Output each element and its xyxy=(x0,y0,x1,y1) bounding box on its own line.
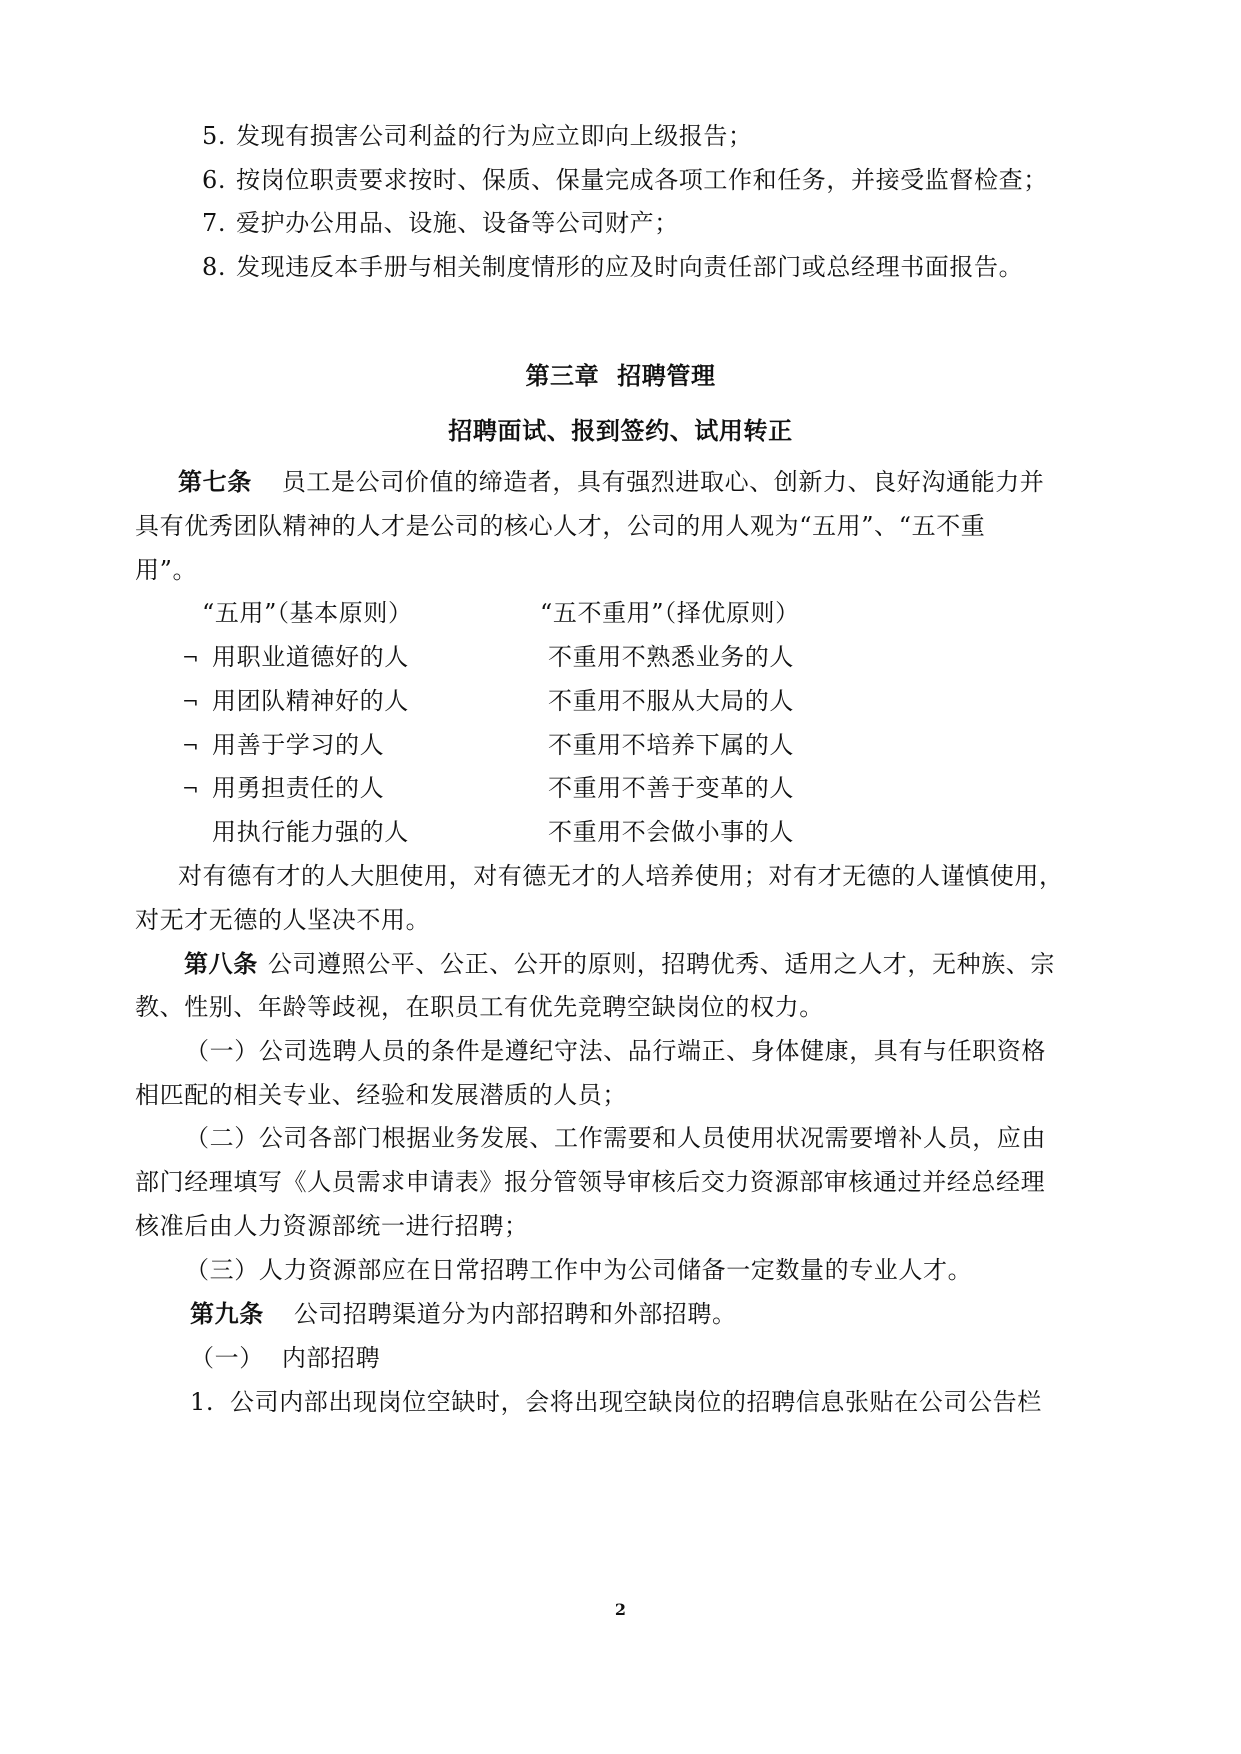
list-item-text: 发现违反本手册与相关制度情形的应及时向责任部门或总经理书面报告。 xyxy=(236,253,1024,281)
article-label: 第九条 xyxy=(190,1299,264,1328)
virtue-paragraph-line-2: 对无才无德的人坚决不用。 xyxy=(135,906,431,934)
article-text: 员工是公司价值的缔造者，具有强烈进取心、创新力、良好沟通能力并 xyxy=(281,468,1045,496)
article-label: 第七条 xyxy=(178,467,252,496)
internal-recruit-heading xyxy=(190,1341,380,1375)
article-label: 第八条 xyxy=(184,949,258,978)
principle-right: 不重用不会做小事的人 xyxy=(548,818,794,846)
article-8-line-2: 教、性别、年龄等歧视，在职员工有优先竞聘空缺岗位的权力。 xyxy=(135,993,824,1021)
principle-right: 不重用不服从大局的人 xyxy=(548,687,794,715)
list-item xyxy=(202,163,1048,197)
list-item-number: 7. xyxy=(202,209,227,237)
principle-left: 用执行能力强的人 xyxy=(212,818,409,846)
list-item-number: 1. xyxy=(190,1388,215,1416)
article-8-item-1-line-2: 相匹配的相关专业、经验和发展潜质的人员； xyxy=(135,1081,627,1109)
principle-left: 用职业道德好的人 xyxy=(212,643,409,671)
internal-marker: （一） xyxy=(190,1344,264,1372)
article-8-item-1-line-1: （一）公司选聘人员的条件是遵纪守法、品行端正、身体健康，具有与任职资格 xyxy=(185,1037,1046,1065)
article-7-line-1 xyxy=(178,465,1044,499)
section-title: 招聘面试、报到签约、试用转正 xyxy=(448,416,793,445)
article-8-item-2-line-1: （二）公司各部门根据业务发展、工作需要和人员使用状况需要增补人员，应由 xyxy=(185,1124,1046,1152)
article-8-line-1 xyxy=(184,947,1055,981)
article-8-item-2-line-3: 核准后由人力资源部统一进行招聘； xyxy=(135,1212,529,1240)
article-7-line-2: 具有优秀团队精神的人才是公司的核心人才，公司的用人观为“五用”、“五不重 xyxy=(135,512,986,540)
article-text: 公司招聘渠道分为内部招聘和外部招聘。 xyxy=(293,1300,737,1328)
internal-item-1 xyxy=(190,1385,1042,1419)
principle-right: 不重用不熟悉业务的人 xyxy=(548,643,794,671)
article-8-item-3: （三）人力资源部应在日常招聘工作中为公司储备一定数量的专业人才。 xyxy=(185,1256,973,1284)
five-not-use-header: “五不重用”（择优原则） xyxy=(540,599,800,627)
list-item xyxy=(202,250,1023,284)
list-item-number: 8. xyxy=(202,253,227,281)
bullet-icon: ¬ xyxy=(182,776,199,800)
list-item-number: 5. xyxy=(202,122,227,150)
list-item-text: 按岗位职责要求按时、保质、保量完成各项工作和任务，并接受监督检查； xyxy=(236,166,1048,194)
article-8-item-2-line-2: 部门经理填写《人员需求申请表》报分管领导审核后交力资源部审核通过并经总经理 xyxy=(135,1168,1046,1196)
principle-right: 不重用不培养下属的人 xyxy=(548,731,794,759)
chapter-title: 第三章 招聘管理 xyxy=(525,361,716,390)
list-item xyxy=(202,119,753,153)
principle-left: 用勇担责任的人 xyxy=(212,774,385,802)
list-item xyxy=(202,206,679,240)
principle-left: 用团队精神好的人 xyxy=(212,687,409,715)
five-use-header: “五用”（基本原则） xyxy=(202,599,413,627)
bullet-icon: ¬ xyxy=(182,689,199,713)
article-7-line-3: 用”。 xyxy=(135,556,198,584)
list-item-text: 发现有损害公司利益的行为应立即向上级报告； xyxy=(236,122,753,150)
page-number: 2 xyxy=(614,1600,627,1619)
article-9 xyxy=(190,1297,737,1331)
article-text: 公司遵照公平、公正、公开的原则，招聘优秀、适用之人才，无种族、宗 xyxy=(267,950,1056,978)
list-item-number: 6. xyxy=(202,166,227,194)
virtue-paragraph-line-1: 对有德有才的人大胆使用，对有德无才的人培养使用；对有才无德的人谨慎使用， xyxy=(178,862,1064,890)
list-item-text: 爱护办公用品、设施、设备等公司财产； xyxy=(236,209,679,237)
list-item-text: 公司内部出现岗位空缺时，会将出现空缺岗位的招聘信息张贴在公司公告栏 xyxy=(230,1388,1042,1416)
principle-left: 用善于学习的人 xyxy=(212,731,385,759)
bullet-icon: ¬ xyxy=(182,733,199,757)
bullet-icon: ¬ xyxy=(182,645,199,669)
principle-right: 不重用不善于变革的人 xyxy=(548,774,794,802)
internal-text: 内部招聘 xyxy=(281,1344,381,1372)
